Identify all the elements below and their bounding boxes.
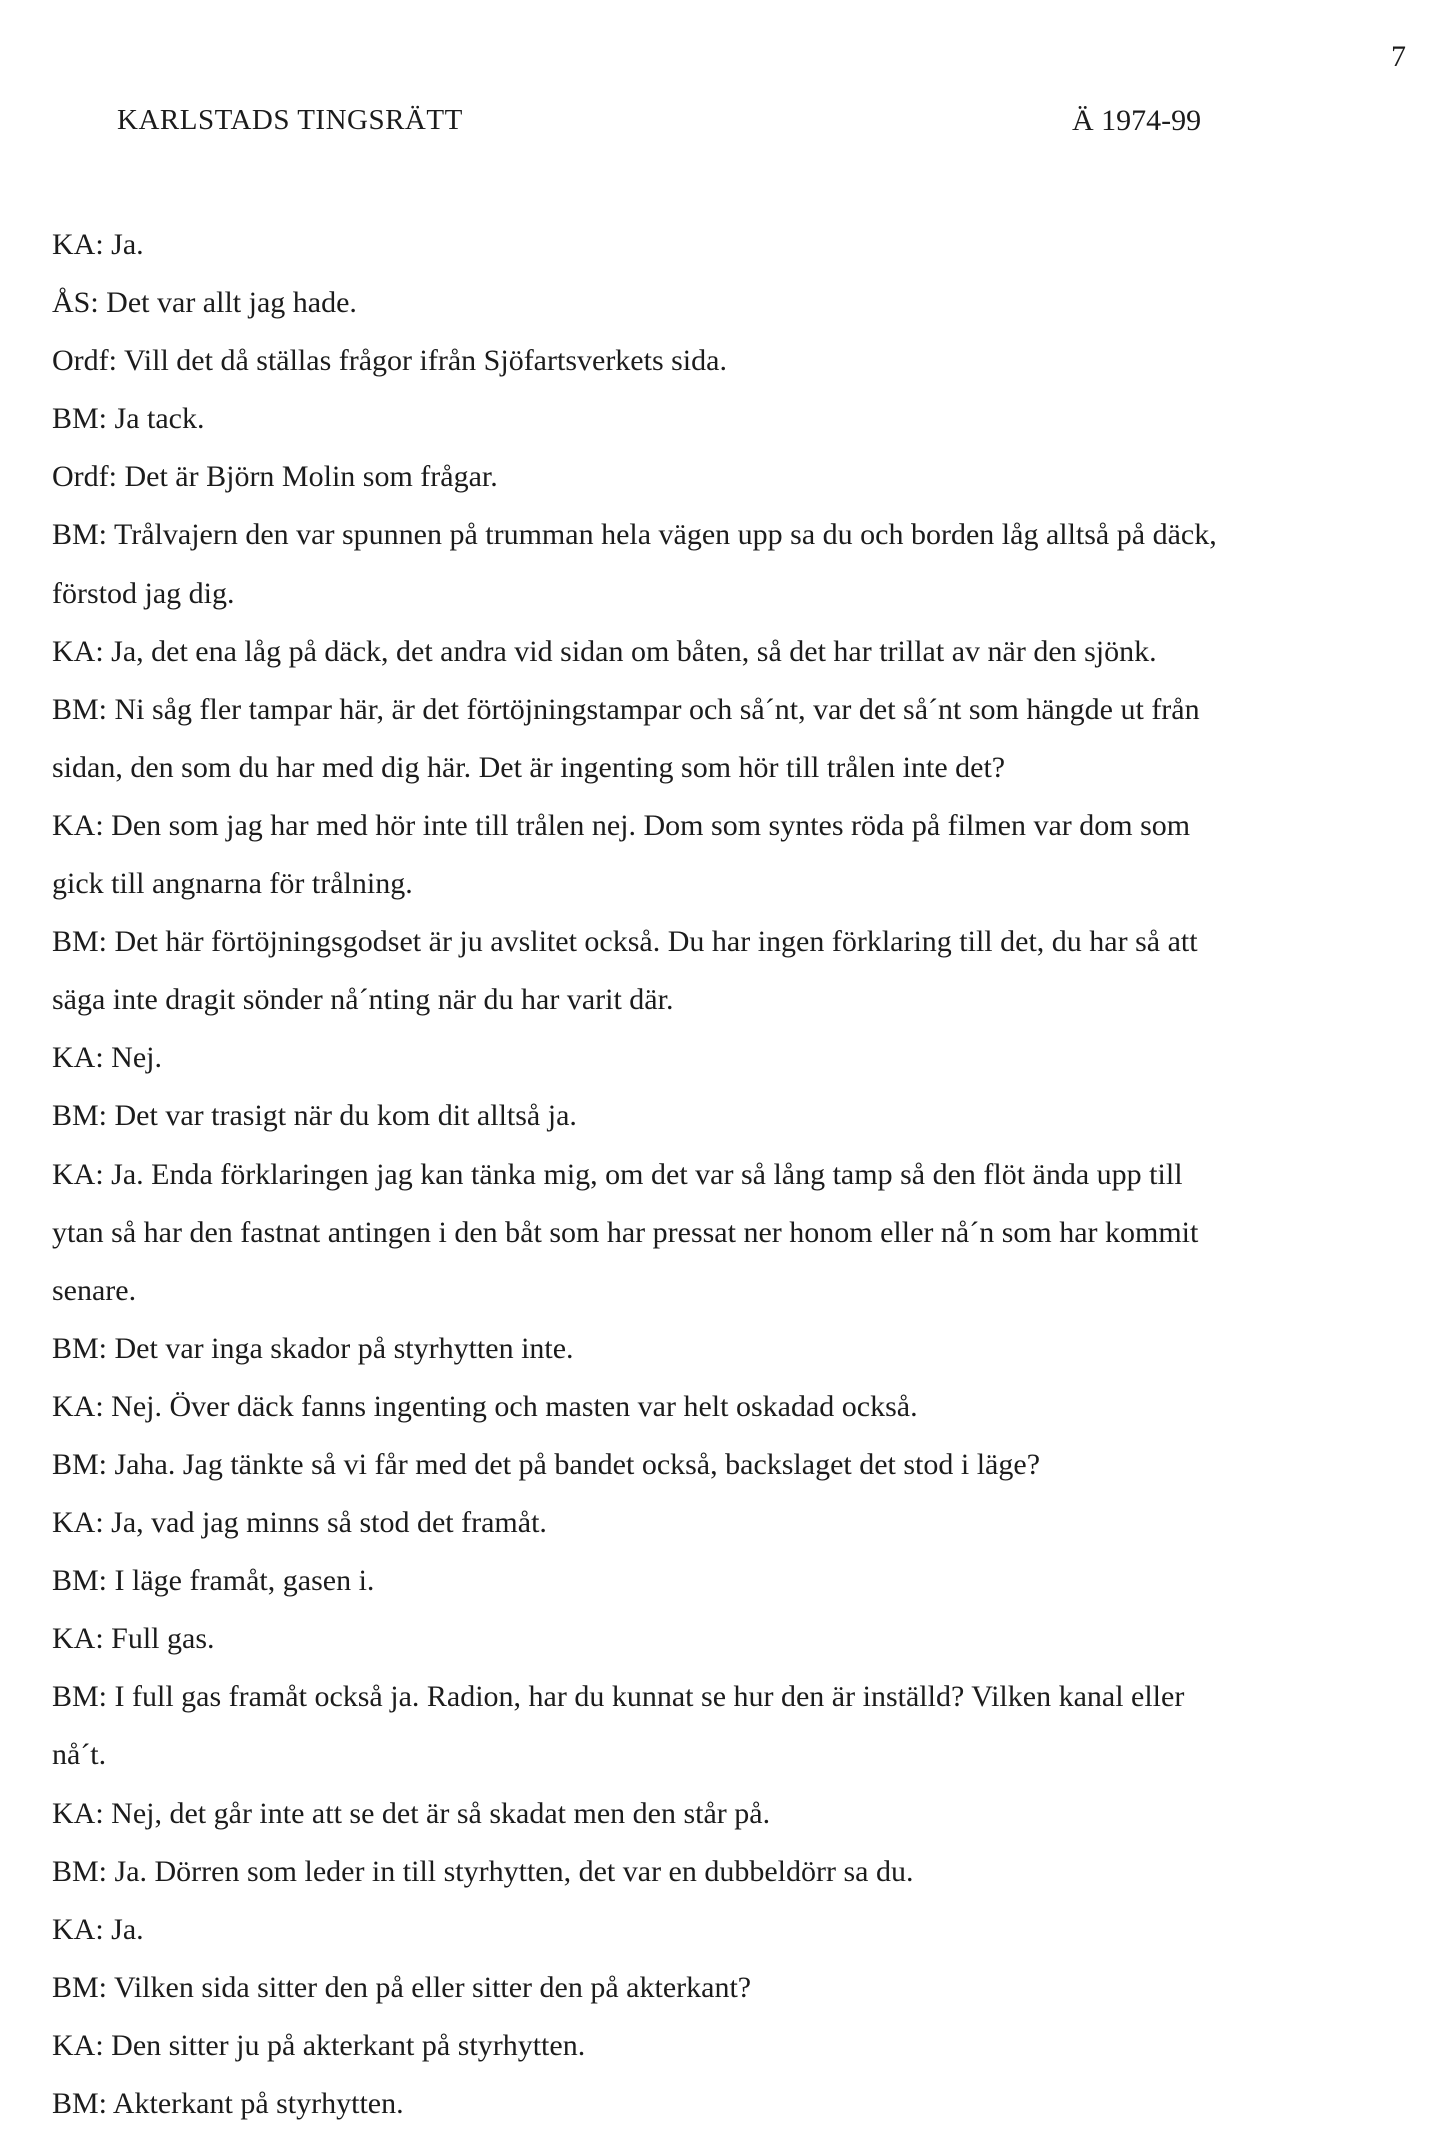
transcript-line: KA: Nej. Över däck fanns ingenting och masten var helt oskadad också. [52, 1389, 918, 1423]
transcript-line: BM: Ni såg fler tampar här, är det förtöjningstampar och så´nt, var det så´nt som hängde ut från [52, 692, 1200, 726]
transcript-line: KA: Ja. [52, 228, 144, 261]
transcript-line: BM: Det här förtöjningsgodset är ju avslitet också. Du har ingen förklaring till det, du har så att [52, 925, 1198, 959]
transcript-line: KA: Den som jag har med hör inte till trålen nej. Dom som syntes röda på filmen var dom som [52, 808, 1191, 842]
transcript-line: BM: Det var inga skador på styrhytten inte. [52, 1331, 574, 1365]
transcript-line: KA: Den sitter ju på akterkant på styrhytten. [52, 2028, 586, 2062]
transcript-line: KA: Nej. [52, 1041, 162, 1075]
transcript-line: säga inte dragit sönder nå´nting när du har varit där. [52, 983, 674, 1017]
transcript-line: KA: Ja, det ena låg på däck, det andra vid sidan om båten, så det har trillat av när den sjönk. [52, 634, 1157, 668]
page-number: 7 [1391, 40, 1406, 73]
transcript-line: KA: Ja. Enda förklaringen jag kan tänka mig, om det var så lång tamp så den flöt ända upp till [52, 1157, 1183, 1191]
transcript-line: KA: Ja. [52, 1912, 144, 1946]
transcript-line: BM: Det var trasigt när du kom dit alltså ja. [52, 1099, 577, 1133]
transcript-line: KA: Full gas. [52, 1622, 215, 1656]
transcript-line: förstod jag dig. [52, 576, 235, 610]
transcript [52, 216, 1392, 2133]
transcript-line: BM: Trålvajern den var spunnen på trumman hela vägen upp sa du och borden låg alltså på däck, [52, 518, 1217, 552]
transcript-line: BM: Vilken sida sitter den på eller sitter den på akterkant? [52, 1970, 752, 2004]
transcript-line: BM: Ja tack. [52, 402, 205, 436]
transcript-line: senare. [52, 1273, 137, 1307]
transcript-line: Ordf: Vill det då ställas frågor ifrån Sjöfartsverkets sida. [52, 344, 727, 378]
transcript-line: BM: I läge framåt, gasen i. [52, 1564, 375, 1598]
transcript-line: ÅS: Det var allt jag hade. [52, 286, 357, 320]
transcript-line: Ordf: Det är Björn Molin som frågar. [52, 460, 498, 494]
transcript-line: ytan så har den fastnat antingen i den båt som har pressat ner honom eller nå´n som har kommit [52, 1215, 1199, 1249]
transcript-line: BM: Ja. Dörren som leder in till styrhytten, det var en dubbeldörr sa du. [52, 1854, 914, 1888]
transcript-line: nå´t. [52, 1738, 107, 1772]
court-name: KARLSTADS TINGSRÄTT [117, 104, 463, 136]
transcript-line: gick till angnarna för trålning. [52, 867, 413, 901]
case-number: Ä 1974-99 [1072, 104, 1202, 137]
transcript-line: KA: Nej, det går inte att se det är så skadat men den står på. [52, 1796, 771, 1830]
transcript-line: KA: Ja, vad jag minns så stod det framåt. [52, 1506, 547, 1540]
transcript-line: BM: Akterkant på styrhytten. [52, 2087, 404, 2120]
transcript-line: sidan, den som du har med dig här. Det är ingenting som hör till trålen inte det? [52, 750, 1006, 784]
transcript-line: BM: I full gas framåt också ja. Radion, har du kunnat se hur den är inställd? Vilken kanal eller [52, 1680, 1185, 1714]
transcript-line: BM: Jaha. Jag tänkte så vi får med det på bandet också, backslaget det stod i läge? [52, 1447, 1041, 1481]
